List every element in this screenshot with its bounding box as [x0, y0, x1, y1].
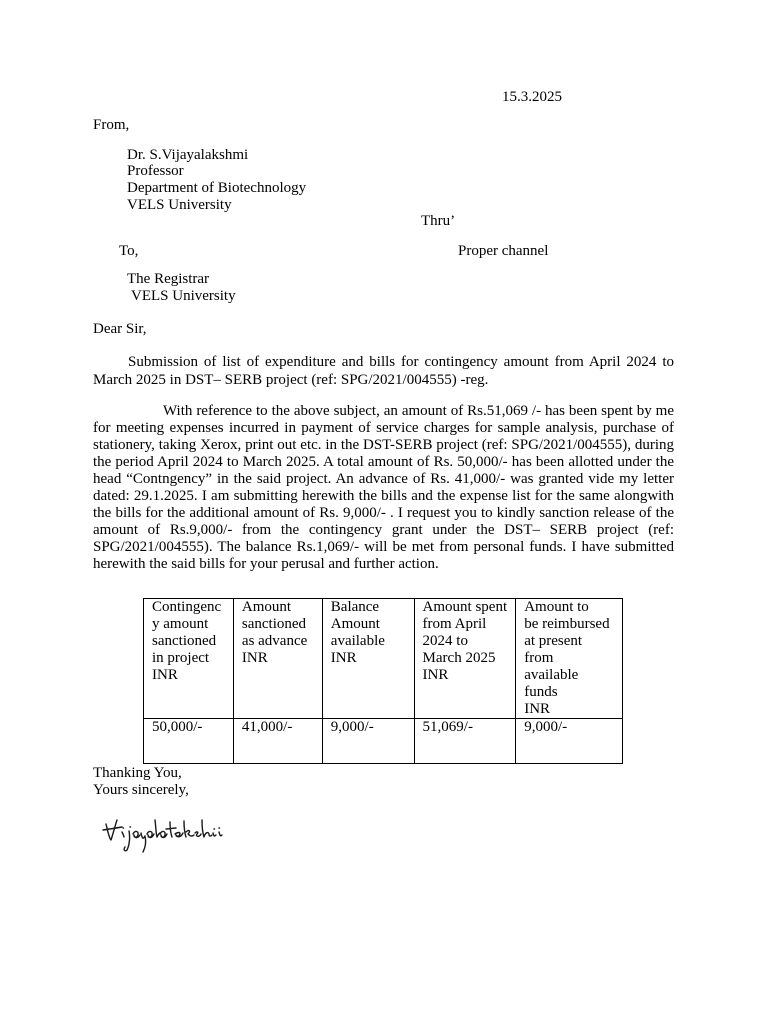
header-advance-sanctioned: Amount sanctioned as advance INR: [233, 599, 322, 719]
salutation: Dear Sir,: [93, 321, 147, 337]
recipient-title: The Registrar: [127, 271, 210, 287]
header-contingency-sanctioned: Contingenc y amount sanctioned in project INR: [144, 599, 234, 719]
header-balance-available: Balance Amount available INR: [322, 599, 414, 719]
value-amount-spent: 51,069/-: [414, 719, 516, 764]
from-label: From,: [93, 117, 130, 133]
sender-title: Professor: [127, 163, 184, 179]
sender-department: Department of Biotechnology: [127, 180, 307, 196]
closing-sincerely: Yours sincerely,: [93, 782, 189, 798]
closing-thanks: Thanking You,: [93, 765, 182, 781]
table-header-row: [144, 599, 623, 719]
subject-line: Submission of list of expenditure and bills for contingency amount from April 2024 to March 2025 in DST– SERB project (ref: SPG/2021/004555) -reg.: [93, 354, 674, 388]
to-label: To,: [119, 243, 139, 259]
sender-university: VELS University: [127, 197, 232, 213]
value-contingency-sanctioned: 50,000/-: [144, 719, 234, 764]
value-advance-sanctioned: 41,000/-: [233, 719, 322, 764]
value-balance-available: 9,000/-: [322, 719, 414, 764]
value-amount-reimbursed: 9,000/-: [516, 719, 623, 764]
expenditure-table: [143, 598, 623, 764]
letter-body: With reference to the above subject, an amount of Rs.51,069 /- has been spent by me for meeting expenses incurred in payment of service charges for sample analysis, purchase of stationery, taking Xerox, print out etc. in the DST-SERB project (ref: SPG/2021/004555), during the period April 2024 to March 2025. A total amount of Rs. 50,000/- has been allotted under the head “Contngency” in the said project. An advance of Rs. 41,000/- was granted vide my letter dated: 29.1.2025. I am submitting herewith the bills and the expense list for the same alongwith the bills for the additional amount of Rs. 9,000/- . I request you to kindly sanction release of the amount of Rs.9,000/- from the contingency grant under the DST– SERB project (ref: SPG/2021/004555). The balance Rs.1,069/- will be met from personal funds. I have submitted herewith the said bills for your perusal and further action.: [93, 403, 674, 572]
table-row: [144, 719, 623, 764]
sender-name: Dr. S.Vijayalakshmi: [127, 147, 249, 163]
recipient-university: VELS University: [131, 288, 236, 304]
signature-image: [100, 810, 225, 855]
proper-channel: Proper channel: [458, 243, 549, 259]
header-amount-reimbursed: Amount to be reimbursed at present from available funds INR: [516, 599, 623, 719]
header-amount-spent: Amount spent from April 2024 to March 2025 INR: [414, 599, 516, 719]
letter-date: 15.3.2025: [502, 89, 562, 105]
thru-label: Thru’: [421, 213, 456, 229]
